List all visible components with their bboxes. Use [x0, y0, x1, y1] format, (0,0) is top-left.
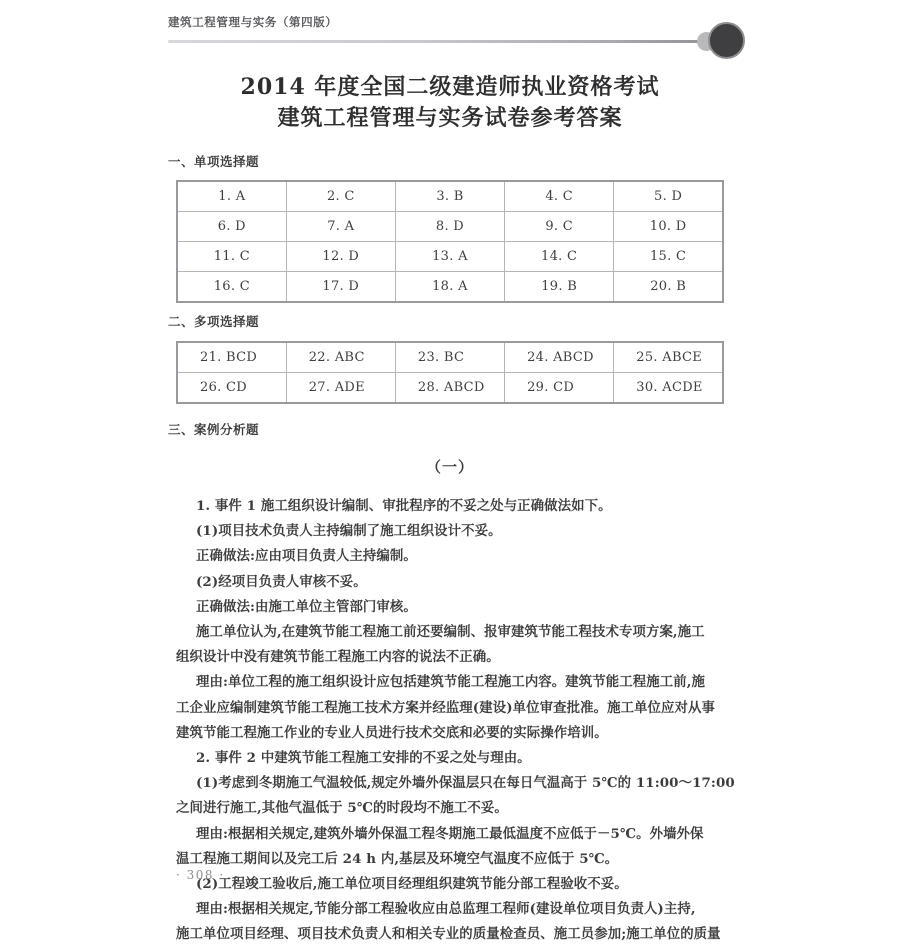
- section-heading-single-choice: 一、单项选择题: [168, 154, 260, 169]
- running-header-title: 建筑工程管理与实务（第四版）: [168, 15, 338, 29]
- case-study-line: 正确做法:应由项目负责人主持编制。: [196, 548, 417, 565]
- case-study-line: 建筑节能工程施工作业的专业人员进行技术交底和必要的实际操作培训。: [176, 724, 608, 741]
- answer-cell: 12. D: [286, 242, 395, 272]
- table-row: [177, 373, 723, 404]
- answer-cell: 19. B: [505, 272, 614, 303]
- answer-cell: 17. D: [286, 272, 395, 303]
- answer-cell: 29. CD: [505, 373, 614, 404]
- answer-cell: 10. D: [614, 212, 723, 242]
- answer-cell: 22. ABC: [286, 342, 395, 373]
- answer-cell: 24. ABCD: [505, 342, 614, 373]
- case-study-line: 理由:根据相关规定,建筑外墙外保温工程冬期施工最低温度不应低于－5℃。外墙外保: [196, 825, 704, 842]
- page-title: [0, 72, 900, 134]
- answer-cell: 13. A: [395, 242, 504, 272]
- case-study-line: 理由:根据相关规定,节能分部工程验收应由总监理工程师(建设单位项目负责人)主持,: [196, 901, 696, 918]
- table-row: [177, 242, 723, 272]
- answer-cell: 16. C: [177, 272, 286, 303]
- answer-cell: 4. C: [505, 181, 614, 212]
- answer-cell: 18. A: [395, 272, 504, 303]
- case-study-line: 施工单位项目经理、项目技术负责人和相关专业的质量检查员、施工员参加;施工单位的质量: [176, 926, 721, 943]
- answer-cell: 2. C: [286, 181, 395, 212]
- answer-cell: 5. D: [614, 181, 723, 212]
- answer-cell: 14. C: [505, 242, 614, 272]
- table-row: [177, 212, 723, 242]
- case-study-line: 2. 事件 2 中建筑节能工程施工安排的不妥之处与理由。: [196, 750, 531, 767]
- answer-cell: 20. B: [614, 272, 723, 303]
- single-choice-table-body: [177, 181, 723, 302]
- case-study-line: 工企业应编制建筑节能工程施工技术方案并经监理(建设)单位审查批准。施工单位应对从事: [176, 699, 716, 716]
- table-row: [177, 272, 723, 303]
- answer-cell: 1. A: [177, 181, 286, 212]
- answer-cell: 23. BC: [395, 342, 504, 373]
- page-title-line-1: 2014 年度全国二级建造师执业资格考试: [240, 74, 660, 100]
- header-rule-divider: [168, 40, 728, 43]
- section-heading-multi-choice: 二、多项选择题: [168, 314, 260, 329]
- case-study-line: 理由:单位工程的施工组织设计应包括建筑节能工程施工内容。建筑节能工程施工前,施: [196, 674, 705, 691]
- answer-cell: 8. D: [395, 212, 504, 242]
- multi-choice-answer-table: [176, 341, 724, 404]
- section-heading-case-study: 三、案例分析题: [168, 422, 260, 437]
- single-choice-answer-table: [176, 180, 724, 303]
- answer-cell: 11. C: [177, 242, 286, 272]
- case-study-line: 温工程施工期间以及完工后 24 h 内,基层及环境空气温度不应低于 5℃。: [176, 850, 619, 867]
- multi-choice-table-body: [177, 342, 723, 403]
- dark-ring-dot-ornament-icon: [708, 22, 745, 59]
- answer-cell: 15. C: [614, 242, 723, 272]
- answer-cell: 6. D: [177, 212, 286, 242]
- case-number-label: （一）: [425, 458, 474, 476]
- case-study-line: (2)经项目负责人审核不妥。: [196, 573, 367, 590]
- table-row: [177, 181, 723, 212]
- page-title-line-2: 建筑工程管理与实务试卷参考答案: [277, 105, 623, 131]
- case-study-line: 之间进行施工,其他气温低于 5℃的时段均不施工不妥。: [176, 800, 508, 817]
- case-study-body: [176, 494, 735, 948]
- answer-cell: 25. ABCE: [614, 342, 723, 373]
- answer-cell: 30. ACDE: [614, 373, 723, 404]
- page-number-footer: · 308 ·: [176, 868, 225, 882]
- answer-cell: 3. B: [395, 181, 504, 212]
- case-study-line: (2)工程竣工验收后,施工单位项目经理组织建筑节能分部工程验收不妥。: [196, 876, 628, 893]
- answer-cell: 28. ABCD: [395, 373, 504, 404]
- table-row: [177, 342, 723, 373]
- answer-cell: 7. A: [286, 212, 395, 242]
- case-study-line: 正确做法:由施工单位主管部门审核。: [196, 598, 417, 615]
- running-header: [168, 14, 748, 48]
- answer-cell: 21. BCD: [177, 342, 286, 373]
- case-study-line: 1. 事件 1 施工组织设计编制、审批程序的不妥之处与正确做法如下。: [196, 498, 612, 514]
- case-study-line: 施工单位认为,在建筑节能工程施工前还要编制、报审建筑节能工程技术专项方案,施工: [196, 624, 705, 641]
- case-study-line: (1)考虑到冬期施工气温较低,规定外墙外保温层只在每日气温高于 5℃的 11:00～17:00: [196, 775, 735, 792]
- answer-cell: 9. C: [505, 212, 614, 242]
- case-study-line: (1)项目技术负责人主持编制了施工组织设计不妥。: [196, 523, 502, 540]
- case-study-line: 组织设计中没有建筑节能工程施工内容的说法不正确。: [176, 649, 500, 666]
- answer-cell: 26. CD: [177, 373, 286, 404]
- answer-cell: 27. ADE: [286, 373, 395, 404]
